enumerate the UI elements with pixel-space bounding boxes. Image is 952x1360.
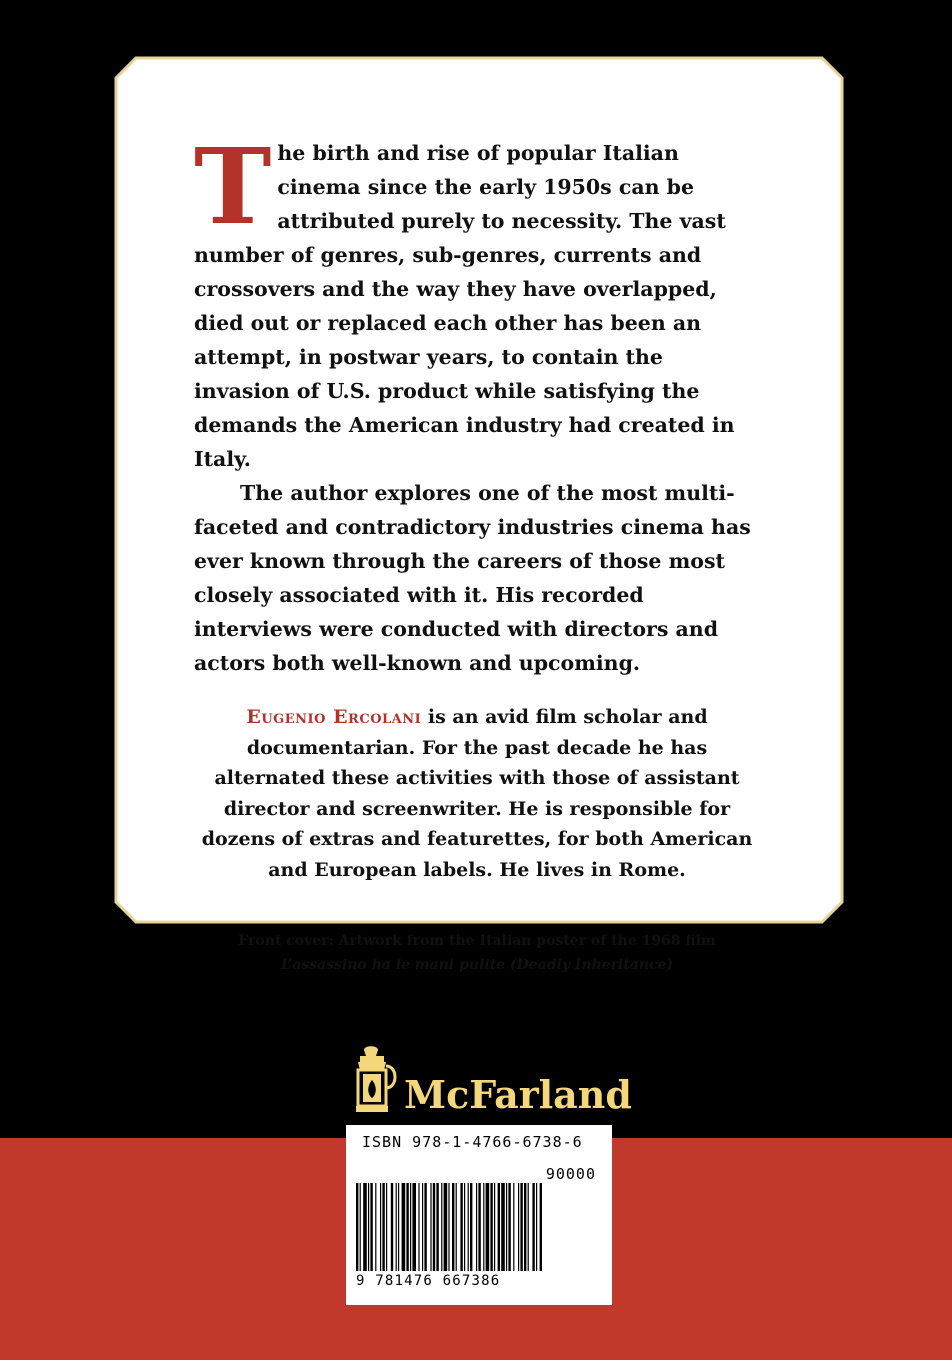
author-bio-text: is an avid film scholar and documentarian. For the past decade he has alternated these activities with those of assistant director and screenwriter. He is responsible for dozens of extras and featurettes, for both American and European labels. He lives in Rome.	[201, 706, 753, 881]
barcode-bar	[528, 1183, 529, 1271]
barcode-bar	[444, 1183, 448, 1271]
barcode-bar	[412, 1183, 416, 1271]
author-bio	[194, 702, 760, 885]
author-name: Eugenio Ercolani	[246, 706, 422, 728]
blurb-paragraph-2: The author explores one of the most multi-faceted and contradictory industries cinema has ever known through the careers of those most closely associated with it. His recorded interviews were conducted with directors and actors both well-known and upcoming.	[194, 481, 751, 675]
barcode-bar	[360, 1183, 361, 1271]
barcode-bar	[540, 1183, 542, 1271]
barcode-bar	[532, 1183, 534, 1271]
barcode-bar	[494, 1183, 495, 1271]
barcode-bar	[476, 1183, 477, 1271]
cover-credit	[194, 929, 760, 977]
publisher-name: McFarland	[404, 1072, 632, 1117]
barcode-bar	[402, 1183, 406, 1271]
barcode-bar	[508, 1183, 510, 1271]
barcode-bar	[375, 1183, 376, 1271]
barcode-bar	[424, 1183, 426, 1271]
isbn-label: ISBN 978-1-4766-6738-6	[362, 1133, 583, 1151]
barcode-bar	[391, 1183, 393, 1271]
cover-credit-film-title: L’assassino ha le mani pulite (Deadly Inheritance)	[280, 957, 674, 973]
barcode-bar	[368, 1183, 369, 1271]
barcode-bar	[430, 1183, 431, 1271]
barcode-bar	[418, 1183, 419, 1271]
price-code: 90000	[545, 1165, 596, 1183]
blurb-paragraph-1-text: he birth and rise of popular Italian cinema since the early 1950s can be attributed purely to necessity. The vast number of genres, sub-genres, currents and crossovers and the way they have overlapped, died out or replaced each other has been an attempt, in postwar years, to contain the invasion of U.S. product while satisfying the demands the American industry had created in Italy.	[194, 141, 735, 471]
barcode-bar	[470, 1183, 472, 1271]
ean-digits: 9 781476 667386	[356, 1273, 501, 1289]
back-cover-copy	[194, 125, 760, 977]
barcode-bar	[370, 1183, 372, 1271]
barcode-bar	[478, 1183, 480, 1271]
barcode-bar	[524, 1183, 526, 1271]
barcode-bar	[406, 1183, 408, 1271]
barcode-bar	[456, 1183, 457, 1271]
barcode-bar	[513, 1183, 514, 1271]
barcode-bar	[506, 1183, 507, 1271]
barcode-bar	[386, 1183, 387, 1271]
barcode-bar	[536, 1183, 537, 1271]
barcode-label	[346, 1125, 612, 1305]
blurb-paragraph-1	[194, 125, 760, 476]
barcode-bar	[382, 1183, 384, 1271]
cover-credit-line-1: Front cover: Artwork from the Italian poster of the 1968 film	[238, 933, 716, 949]
barcode-bar	[448, 1183, 449, 1271]
barcode-bar	[422, 1183, 423, 1271]
barcode-bar	[410, 1183, 411, 1271]
barcode-bar	[441, 1183, 442, 1271]
barcode-bars	[356, 1183, 602, 1273]
barcode-bar	[490, 1183, 492, 1271]
barcode-bar	[501, 1183, 505, 1271]
barcode-bar	[483, 1183, 484, 1271]
barcode-bar	[518, 1183, 519, 1271]
barcode-bar	[433, 1183, 435, 1271]
lantern-icon	[350, 1044, 402, 1122]
barcode-bar	[380, 1183, 381, 1271]
barcode-bar	[436, 1183, 438, 1271]
barcode-bar	[464, 1183, 465, 1271]
barcode-bar	[460, 1183, 462, 1271]
drop-cap: T	[194, 125, 272, 248]
barcode-bar	[356, 1183, 358, 1271]
barcode-bar	[498, 1183, 500, 1271]
barcode-bar	[520, 1183, 522, 1271]
barcode-bar	[363, 1183, 367, 1271]
barcode-bar	[396, 1183, 397, 1271]
publisher-logo	[350, 1044, 632, 1122]
barcode-bar	[468, 1183, 469, 1271]
barcode-bar	[486, 1183, 490, 1271]
barcode-bar	[452, 1183, 454, 1271]
barcode-bar	[398, 1183, 399, 1271]
